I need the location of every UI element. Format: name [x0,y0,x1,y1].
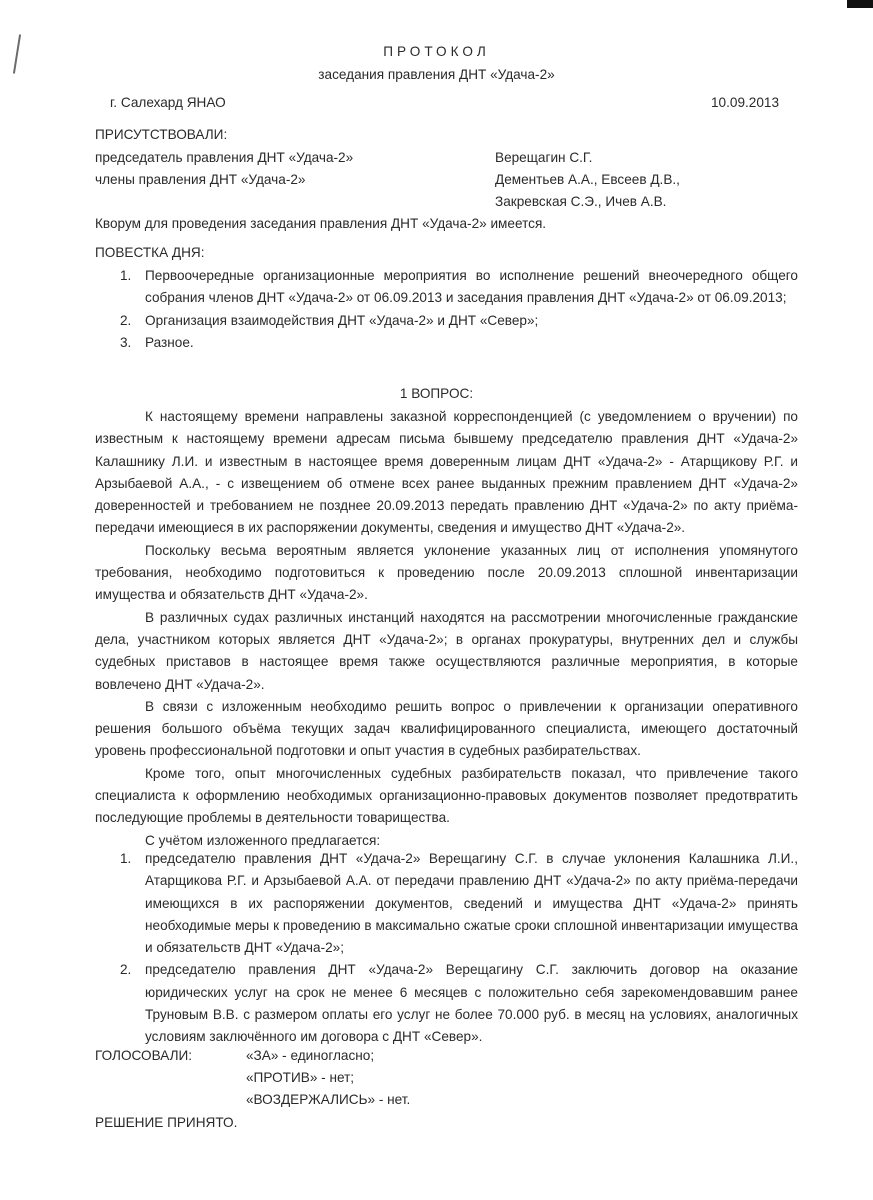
chair-role: председатель правления ДНТ «Удача-2» [95,150,354,165]
agenda-item [95,265,798,310]
question-1-body [95,406,798,852]
agenda-header: ПОВЕСТКА ДНЯ: [95,245,205,260]
vote-for: «ЗА» - единогласно; [246,1048,375,1063]
proposal-item-number: 2. [120,962,132,978]
question-1-header: 1 ВОПРОС: [399,386,474,401]
proposal-item [95,848,798,959]
members-names-line-2: Закревская С.Э., Ичев А.В. [495,194,667,209]
agenda-item [95,332,798,354]
scan-corner-mark [847,0,873,8]
proposal-item-number: 1. [120,851,132,866]
document-date: 10.09.2013 [711,95,780,110]
chair-name: Верещагин С.Г. [495,150,593,165]
agenda-list [95,265,798,354]
paragraph: К настоящему времени направлены заказной корреспонденцией (с уведомлением о вручении) по известным к настоящему времени адресам письма бывшему председателю правления ДНТ «Удача-2» Калашнику Л.И. и известным в настоящее время доверенным лицам ДНТ «Удача-2» - Атарщикову Р.Г. и Арзыбаевой А.А., - с извещением об отмене всех ранее выданных прежним правлением ДНТ «Удача-2» доверенностей и требованием не позднее 20.09.2013 передать правлению ДНТ «Удача-2» по акту приёма-передачи имеющиеся в их распоряжении документы, сведения и имущество ДНТ «Удача-2». [95,409,798,536]
agenda-item-number: 2. [120,312,132,328]
paragraph: Поскольку весьма вероятным является уклонение указанных лиц от исполнения упомянутого требования, необходимо подготовиться к проведению после 20.09.2013 сплошной инвентаризации имущества и обязательств ДНТ «Удача-2». [95,542,798,603]
agenda-item [95,310,798,332]
decision-statement: РЕШЕНИЕ ПРИНЯТО. [95,1115,238,1130]
members-role: члены правления ДНТ «Удача-2» [95,172,306,187]
document-title: ПРОТОКОЛ [383,44,490,59]
proposal-item-text: председателю правления ДНТ «Удача-2» Верещагину С.Г. в случае уклонения Калашника Л.И., Атарщикова Р.Г. и Арзыбаевой А.А. от передачи правлению ДНТ «Удача-2» по акту приёма-передачи имеющихся в их распоряжении документов, сведений и имущества ДНТ «Удача-2» принять необходимые меры к проведению в максимально сжатые сроки сплошной инвентаризации имущества и обязательств ДНТ «Удача-2»; [145,851,798,956]
vote-abstain: «ВОЗДЕРЖАЛИСЬ» - нет. [246,1092,411,1107]
agenda-item-text: Разное. [145,334,194,350]
agenda-item-number: 1. [120,268,132,283]
members-names-line-1: Дементьев А.А., Евсеев Д.В., [495,172,680,187]
agenda-item-number: 3. [120,334,132,350]
voted-header: ГОЛОСОВАЛИ: [95,1048,193,1063]
quorum-statement: Кворум для проведения заседания правления ДНТ «Удача-2» имеется. [95,216,547,231]
proposal-item [95,959,798,1048]
paragraph: В различных судах различных инстанций находятся на рассмотрении многочисленные гражданские дела, участником которых является ДНТ «Удача-2»; в органах прокуратуры, внутренних дел и службы судебных приставов в настоящее время также осуществляются различные мероприятия, в которые вовлечено ДНТ «Удача-2». [95,609,798,692]
paragraph: Кроме того, опыт многочисленных судебных разбирательств показал, что привлечение такого специалиста к оформлению необходимых организационно-правовых документов позволяет предотвратить последующие проблемы в деятельности товарищества. [95,765,798,826]
attended-header: ПРИСУТСТВОВАЛИ: [95,127,228,142]
agenda-item-text: Организация взаимодействия ДНТ «Удача-2» и ДНТ «Север»; [145,312,539,328]
vote-against: «ПРОТИВ» - нет; [246,1070,355,1085]
document-city: г. Салехард ЯНАО [110,95,226,110]
proposals-list [95,848,798,1049]
proposal-item-text: председателю правления ДНТ «Удача-2» Верещагину С.Г. заключить договор на оказание юридических услуг на срок не менее 6 месяцев с положительно себя зарекомендовавшим ранее Труновым В.В. с размером оплаты его услуг не более 70.000 руб. в месяц на условиях, аналогичных условиям заключённого им договора с ДНТ «Север». [145,962,798,1045]
document-subtitle: заседания правления ДНТ «Удача-2» [318,67,555,82]
paragraph: С учётом изложенного предлагается: [145,832,381,848]
agenda-item-text: Первоочередные организационные мероприятия во исполнение решений внеочередного общего собрания членов ДНТ «Удача-2» от 06.09.2013 и заседания правления ДНТ «Удача-2» от 06.09.2013; [145,268,798,306]
paragraph: В связи с изложенным необходимо решить вопрос о привлечении к организации оперативного решения большого объёма текущих задач квалифицированного специалиста, имеющего достаточный уровень профессиональной подготовки и опыт участия в судебных разбирательствах. [95,698,798,759]
